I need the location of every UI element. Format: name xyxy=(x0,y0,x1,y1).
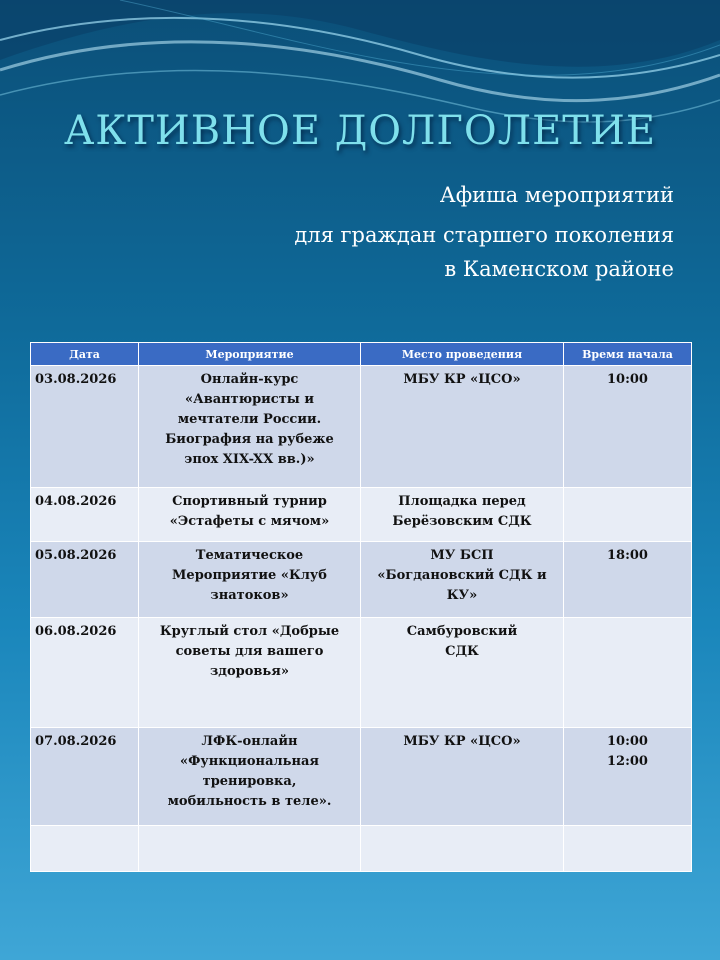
cell-time-line: 10:00 xyxy=(607,372,648,387)
cell-time xyxy=(564,488,692,542)
cell-event-line: тренировка, xyxy=(202,774,297,789)
cell-event-text xyxy=(143,732,356,812)
cell-event xyxy=(139,366,361,488)
cell-event-line: Биография на рубеже xyxy=(165,432,334,447)
cell-place xyxy=(361,542,564,618)
header-event: Мероприятие xyxy=(139,343,361,366)
empty-cell xyxy=(361,826,564,872)
cell-time-text xyxy=(568,732,687,772)
cell-event-line: мечтатели России. xyxy=(177,412,322,427)
cell-event-line: здоровья» xyxy=(210,664,289,679)
cell-date: 07.08.2026 xyxy=(31,728,139,826)
header-place: Место проведения xyxy=(361,343,564,366)
cell-place-line: «Богдановский СДК и xyxy=(377,568,547,583)
empty-cell xyxy=(564,826,692,872)
cell-date: 05.08.2026 xyxy=(31,542,139,618)
cell-event-text xyxy=(143,492,356,532)
cell-event xyxy=(139,618,361,728)
cell-place xyxy=(361,728,564,826)
cell-event-line: ЛФК-онлайн xyxy=(201,734,298,749)
table-row xyxy=(31,488,692,542)
cell-event-text xyxy=(143,546,356,606)
cell-place xyxy=(361,488,564,542)
decorative-waves xyxy=(0,0,720,200)
cell-place-text xyxy=(365,492,559,532)
cell-time-text xyxy=(568,546,687,566)
cell-event-line: Мероприятие «Клуб xyxy=(172,568,327,583)
subtitle-line-2: для граждан старшего поколения xyxy=(294,223,674,247)
cell-event-line: Тематическое xyxy=(195,548,304,563)
cell-event-line: Онлайн-курс xyxy=(200,372,299,387)
cell-event-line: знатоков» xyxy=(210,588,289,603)
cell-place-line: Берёзовским СДК xyxy=(392,514,532,529)
cell-time-line: 12:00 xyxy=(607,754,648,769)
header-time: Время начала xyxy=(564,343,692,366)
events-table xyxy=(30,342,692,872)
cell-event-text xyxy=(143,370,356,470)
cell-event-line: эпох XIX-XX вв.)» xyxy=(184,452,315,467)
cell-date: 06.08.2026 xyxy=(31,618,139,728)
cell-time xyxy=(564,728,692,826)
cell-place-text xyxy=(365,732,559,752)
cell-date: 03.08.2026 xyxy=(31,366,139,488)
table-row xyxy=(31,542,692,618)
empty-cell xyxy=(139,826,361,872)
table-row-empty xyxy=(31,826,692,872)
cell-time-line: 18:00 xyxy=(607,548,648,563)
cell-place-line: МБУ КР «ЦСО» xyxy=(403,372,521,387)
cell-time-line: 10:00 xyxy=(607,734,648,749)
subtitle xyxy=(294,178,674,286)
cell-place-text xyxy=(365,622,559,662)
cell-event-line: «Функциональная xyxy=(179,754,320,769)
cell-place-line: Самбуровский xyxy=(406,624,518,639)
cell-time xyxy=(564,618,692,728)
cell-event-line: Круглый стол «Добрые xyxy=(159,624,340,639)
cell-place-line: МБУ КР «ЦСО» xyxy=(403,734,521,749)
table-row xyxy=(31,618,692,728)
cell-time xyxy=(564,542,692,618)
cell-event-line: Спортивный турнир xyxy=(172,494,327,509)
header-date: Дата xyxy=(31,343,139,366)
table-row xyxy=(31,728,692,826)
cell-place-text xyxy=(365,370,559,390)
cell-event-line: «Эстафеты с мячом» xyxy=(169,514,330,529)
cell-event-line: советы для вашего xyxy=(175,644,324,659)
cell-event xyxy=(139,488,361,542)
empty-cell xyxy=(31,826,139,872)
cell-place-line: КУ» xyxy=(446,588,478,603)
table-header-row xyxy=(31,343,692,366)
cell-place-line: СДК xyxy=(445,644,479,659)
cell-date: 04.08.2026 xyxy=(31,488,139,542)
subtitle-line-1: Афиша мероприятий xyxy=(439,183,674,207)
cell-place xyxy=(361,366,564,488)
subtitle-line-3: в Каменском районе xyxy=(444,257,674,281)
table-body xyxy=(31,366,692,872)
cell-event xyxy=(139,542,361,618)
cell-place-line: МУ БСП xyxy=(430,548,494,563)
cell-place-text xyxy=(365,546,559,606)
cell-time xyxy=(564,366,692,488)
cell-place-line: Площадка перед xyxy=(398,494,526,509)
table-row xyxy=(31,366,692,488)
cell-event xyxy=(139,728,361,826)
page-title: АКТИВНОЕ ДОЛГОЛЕТИЕ xyxy=(63,108,657,154)
cell-time-text xyxy=(568,370,687,390)
cell-event-line: «Авантюристы и xyxy=(185,392,314,407)
cell-event-line: мобильность в теле». xyxy=(167,794,332,809)
cell-event-text xyxy=(143,622,356,682)
cell-place xyxy=(361,618,564,728)
